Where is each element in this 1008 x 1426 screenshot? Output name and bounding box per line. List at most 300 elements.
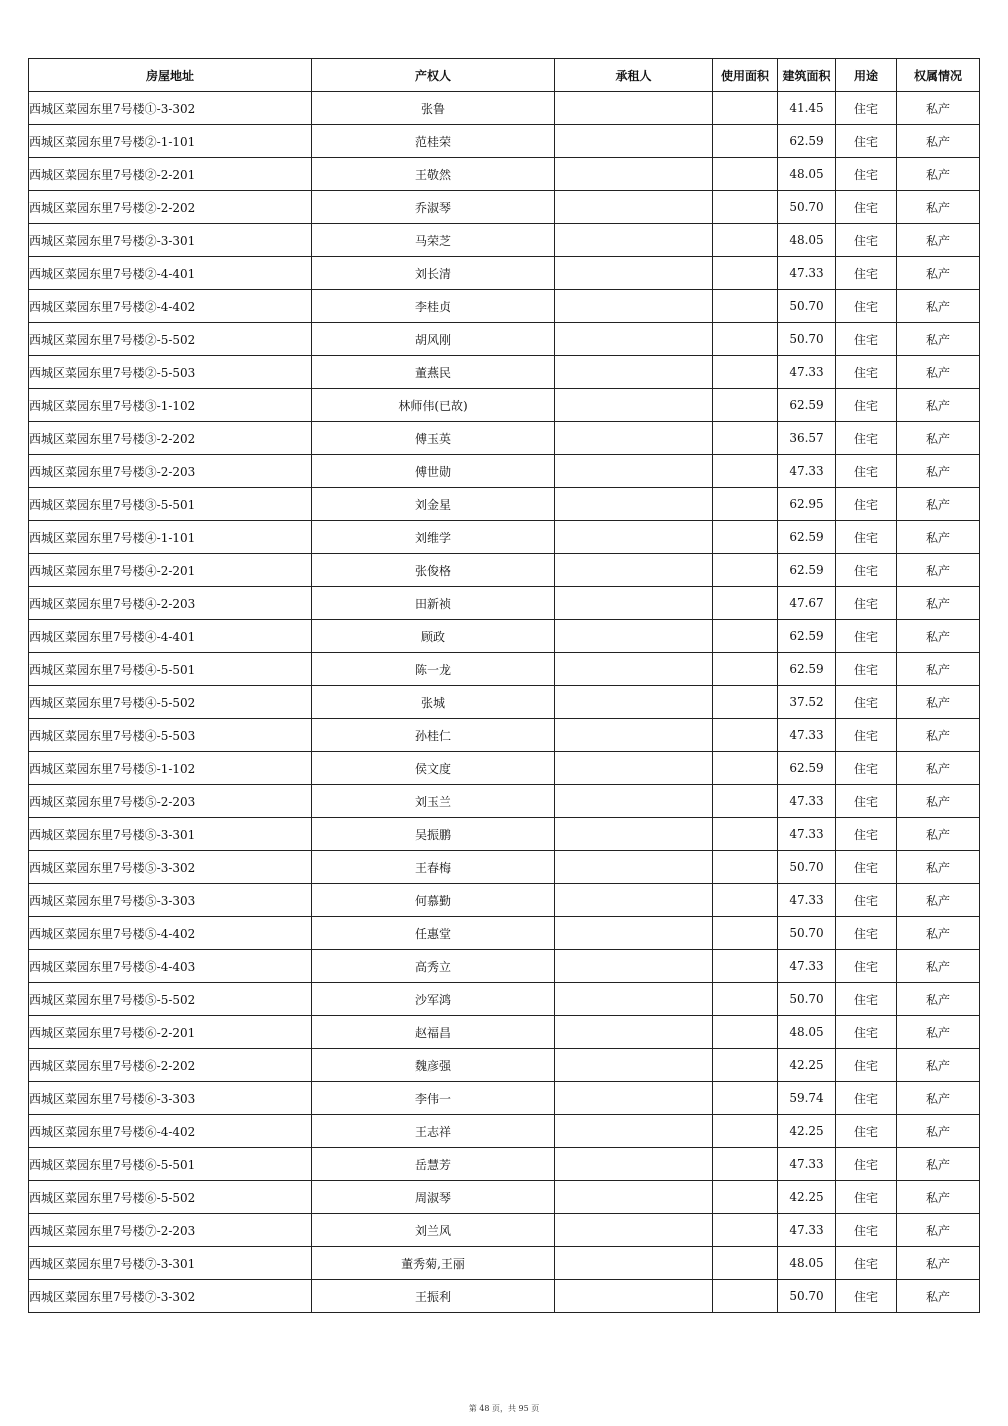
cell-tenant bbox=[555, 1181, 713, 1214]
table-row bbox=[29, 455, 980, 488]
table-row bbox=[29, 488, 980, 521]
cell-address: 西城区菜园东里7号楼②-1-101 bbox=[29, 125, 312, 158]
cell-tenant bbox=[555, 224, 713, 257]
cell-address: 西城区菜园东里7号楼⑤-3-303 bbox=[29, 884, 312, 917]
cell-owner: 范桂荣 bbox=[312, 125, 555, 158]
cell-address: 西城区菜园东里7号楼②-5-502 bbox=[29, 323, 312, 356]
cell-building-area: 62.95 bbox=[778, 488, 836, 521]
cell-owner: 李桂贞 bbox=[312, 290, 555, 323]
cell-owner: 田新祯 bbox=[312, 587, 555, 620]
cell-building-area: 36.57 bbox=[778, 422, 836, 455]
cell-address: 西城区菜园东里7号楼③-2-203 bbox=[29, 455, 312, 488]
cell-owner: 吴振鹏 bbox=[312, 818, 555, 851]
cell-owner: 沙军鸿 bbox=[312, 983, 555, 1016]
cell-ownership: 私产 bbox=[897, 488, 980, 521]
cell-owner: 李伟一 bbox=[312, 1082, 555, 1115]
cell-building-area: 47.33 bbox=[778, 950, 836, 983]
header-owner: 产权人 bbox=[312, 59, 555, 92]
cell-ownership: 私产 bbox=[897, 158, 980, 191]
cell-owner: 刘金星 bbox=[312, 488, 555, 521]
cell-ownership: 私产 bbox=[897, 1247, 980, 1280]
cell-usable-area bbox=[713, 92, 778, 125]
cell-building-area: 47.33 bbox=[778, 785, 836, 818]
cell-ownership: 私产 bbox=[897, 752, 980, 785]
cell-owner: 林师伟(已故) bbox=[312, 389, 555, 422]
cell-usable-area bbox=[713, 257, 778, 290]
cell-address: 西城区菜园东里7号楼③-1-102 bbox=[29, 389, 312, 422]
table-row bbox=[29, 1181, 980, 1214]
cell-building-area: 50.70 bbox=[778, 290, 836, 323]
cell-tenant bbox=[555, 983, 713, 1016]
cell-owner: 张城 bbox=[312, 686, 555, 719]
cell-building-area: 62.59 bbox=[778, 620, 836, 653]
cell-ownership: 私产 bbox=[897, 1214, 980, 1247]
table-row bbox=[29, 620, 980, 653]
cell-owner: 董秀菊,王丽 bbox=[312, 1247, 555, 1280]
cell-building-area: 47.67 bbox=[778, 587, 836, 620]
cell-owner: 侯文度 bbox=[312, 752, 555, 785]
cell-use: 住宅 bbox=[836, 422, 897, 455]
cell-tenant bbox=[555, 1115, 713, 1148]
cell-owner: 王敬然 bbox=[312, 158, 555, 191]
cell-tenant bbox=[555, 158, 713, 191]
table-row bbox=[29, 818, 980, 851]
table-row bbox=[29, 851, 980, 884]
cell-owner: 何慕勤 bbox=[312, 884, 555, 917]
cell-owner: 魏彦强 bbox=[312, 1049, 555, 1082]
cell-usable-area bbox=[713, 653, 778, 686]
cell-building-area: 48.05 bbox=[778, 224, 836, 257]
cell-ownership: 私产 bbox=[897, 422, 980, 455]
table-row bbox=[29, 92, 980, 125]
cell-usable-area bbox=[713, 521, 778, 554]
cell-owner: 刘玉兰 bbox=[312, 785, 555, 818]
cell-address: 西城区菜园东里7号楼①-3-302 bbox=[29, 92, 312, 125]
cell-owner: 王春梅 bbox=[312, 851, 555, 884]
cell-address: 西城区菜园东里7号楼⑤-3-301 bbox=[29, 818, 312, 851]
table-row bbox=[29, 686, 980, 719]
cell-ownership: 私产 bbox=[897, 290, 980, 323]
cell-usable-area bbox=[713, 851, 778, 884]
cell-ownership: 私产 bbox=[897, 818, 980, 851]
cell-usable-area bbox=[713, 554, 778, 587]
table-row bbox=[29, 257, 980, 290]
cell-ownership: 私产 bbox=[897, 455, 980, 488]
cell-owner: 赵福昌 bbox=[312, 1016, 555, 1049]
cell-owner: 傅世勋 bbox=[312, 455, 555, 488]
cell-building-area: 62.59 bbox=[778, 521, 836, 554]
cell-owner: 刘兰风 bbox=[312, 1214, 555, 1247]
header-building-area: 建筑面积 bbox=[778, 59, 836, 92]
table-row bbox=[29, 653, 980, 686]
cell-address: 西城区菜园东里7号楼⑤-1-102 bbox=[29, 752, 312, 785]
cell-use: 住宅 bbox=[836, 257, 897, 290]
cell-tenant bbox=[555, 521, 713, 554]
cell-tenant bbox=[555, 1148, 713, 1181]
cell-address: 西城区菜园东里7号楼②-2-202 bbox=[29, 191, 312, 224]
table-row bbox=[29, 554, 980, 587]
cell-address: 西城区菜园东里7号楼⑤-2-203 bbox=[29, 785, 312, 818]
table-row bbox=[29, 1148, 980, 1181]
cell-building-area: 47.33 bbox=[778, 455, 836, 488]
cell-tenant bbox=[555, 455, 713, 488]
cell-address: 西城区菜园东里7号楼②-5-503 bbox=[29, 356, 312, 389]
cell-building-area: 62.59 bbox=[778, 554, 836, 587]
cell-use: 住宅 bbox=[836, 1214, 897, 1247]
cell-use: 住宅 bbox=[836, 1148, 897, 1181]
cell-usable-area bbox=[713, 1049, 778, 1082]
cell-use: 住宅 bbox=[836, 983, 897, 1016]
cell-owner: 岳慧芳 bbox=[312, 1148, 555, 1181]
cell-address: 西城区菜园东里7号楼④-5-503 bbox=[29, 719, 312, 752]
cell-use: 住宅 bbox=[836, 950, 897, 983]
cell-tenant bbox=[555, 323, 713, 356]
cell-usable-area bbox=[713, 224, 778, 257]
cell-address: 西城区菜园东里7号楼④-5-502 bbox=[29, 686, 312, 719]
table-row bbox=[29, 1247, 980, 1280]
cell-use: 住宅 bbox=[836, 1082, 897, 1115]
cell-address: 西城区菜园东里7号楼②-4-401 bbox=[29, 257, 312, 290]
header-row bbox=[29, 59, 980, 92]
cell-use: 住宅 bbox=[836, 158, 897, 191]
cell-usable-area bbox=[713, 983, 778, 1016]
cell-address: 西城区菜园东里7号楼⑦-3-302 bbox=[29, 1280, 312, 1313]
cell-owner: 张俊格 bbox=[312, 554, 555, 587]
cell-building-area: 50.70 bbox=[778, 983, 836, 1016]
cell-address: 西城区菜园东里7号楼②-3-301 bbox=[29, 224, 312, 257]
cell-ownership: 私产 bbox=[897, 224, 980, 257]
cell-usable-area bbox=[713, 950, 778, 983]
cell-address: 西城区菜园东里7号楼⑥-2-201 bbox=[29, 1016, 312, 1049]
cell-owner: 董燕民 bbox=[312, 356, 555, 389]
cell-ownership: 私产 bbox=[897, 653, 980, 686]
cell-address: 西城区菜园东里7号楼⑥-2-202 bbox=[29, 1049, 312, 1082]
cell-ownership: 私产 bbox=[897, 686, 980, 719]
cell-usable-area bbox=[713, 620, 778, 653]
page-number: 第 48 页，共 95 页 bbox=[468, 1404, 540, 1413]
cell-use: 住宅 bbox=[836, 653, 897, 686]
cell-use: 住宅 bbox=[836, 818, 897, 851]
cell-building-area: 47.33 bbox=[778, 1214, 836, 1247]
cell-usable-area bbox=[713, 917, 778, 950]
cell-usable-area bbox=[713, 1016, 778, 1049]
cell-address: 西城区菜园东里7号楼⑤-4-403 bbox=[29, 950, 312, 983]
cell-usable-area bbox=[713, 290, 778, 323]
cell-use: 住宅 bbox=[836, 455, 897, 488]
cell-ownership: 私产 bbox=[897, 884, 980, 917]
cell-address: 西城区菜园东里7号楼⑤-3-302 bbox=[29, 851, 312, 884]
table-row bbox=[29, 950, 980, 983]
cell-ownership: 私产 bbox=[897, 950, 980, 983]
cell-ownership: 私产 bbox=[897, 1115, 980, 1148]
cell-address: 西城区菜园东里7号楼④-2-203 bbox=[29, 587, 312, 620]
cell-building-area: 47.33 bbox=[778, 257, 836, 290]
cell-usable-area bbox=[713, 1082, 778, 1115]
cell-tenant bbox=[555, 1082, 713, 1115]
cell-usable-area bbox=[713, 422, 778, 455]
cell-owner: 刘长清 bbox=[312, 257, 555, 290]
cell-usable-area bbox=[713, 1115, 778, 1148]
cell-tenant bbox=[555, 752, 713, 785]
cell-building-area: 50.70 bbox=[778, 191, 836, 224]
cell-use: 住宅 bbox=[836, 389, 897, 422]
cell-address: 西城区菜园东里7号楼④-2-201 bbox=[29, 554, 312, 587]
cell-tenant bbox=[555, 389, 713, 422]
header-address: 房屋地址 bbox=[29, 59, 312, 92]
cell-owner: 胡风刚 bbox=[312, 323, 555, 356]
cell-building-area: 42.25 bbox=[778, 1181, 836, 1214]
cell-use: 住宅 bbox=[836, 224, 897, 257]
cell-use: 住宅 bbox=[836, 125, 897, 158]
cell-usable-area bbox=[713, 191, 778, 224]
cell-building-area: 62.59 bbox=[778, 653, 836, 686]
cell-ownership: 私产 bbox=[897, 356, 980, 389]
cell-use: 住宅 bbox=[836, 587, 897, 620]
cell-ownership: 私产 bbox=[897, 257, 980, 290]
cell-owner: 乔淑琴 bbox=[312, 191, 555, 224]
cell-address: 西城区菜园东里7号楼②-2-201 bbox=[29, 158, 312, 191]
cell-owner: 高秀立 bbox=[312, 950, 555, 983]
cell-building-area: 42.25 bbox=[778, 1115, 836, 1148]
cell-use: 住宅 bbox=[836, 620, 897, 653]
table-row bbox=[29, 917, 980, 950]
cell-use: 住宅 bbox=[836, 1247, 897, 1280]
cell-ownership: 私产 bbox=[897, 92, 980, 125]
cell-address: 西城区菜园东里7号楼⑤-5-502 bbox=[29, 983, 312, 1016]
cell-usable-area bbox=[713, 356, 778, 389]
cell-ownership: 私产 bbox=[897, 587, 980, 620]
cell-ownership: 私产 bbox=[897, 983, 980, 1016]
cell-building-area: 48.05 bbox=[778, 1247, 836, 1280]
cell-ownership: 私产 bbox=[897, 785, 980, 818]
cell-use: 住宅 bbox=[836, 686, 897, 719]
cell-use: 住宅 bbox=[836, 521, 897, 554]
cell-usable-area bbox=[713, 884, 778, 917]
cell-address: 西城区菜园东里7号楼⑦-3-301 bbox=[29, 1247, 312, 1280]
cell-tenant bbox=[555, 719, 713, 752]
cell-usable-area bbox=[713, 488, 778, 521]
cell-owner: 傅玉英 bbox=[312, 422, 555, 455]
cell-usable-area bbox=[713, 1214, 778, 1247]
cell-building-area: 47.33 bbox=[778, 884, 836, 917]
cell-usable-area bbox=[713, 719, 778, 752]
cell-use: 住宅 bbox=[836, 488, 897, 521]
cell-tenant bbox=[555, 686, 713, 719]
cell-use: 住宅 bbox=[836, 191, 897, 224]
table-row bbox=[29, 1115, 980, 1148]
cell-owner: 顾政 bbox=[312, 620, 555, 653]
table-row bbox=[29, 290, 980, 323]
cell-usable-area bbox=[713, 389, 778, 422]
table-row bbox=[29, 224, 980, 257]
cell-address: 西城区菜园东里7号楼⑥-3-303 bbox=[29, 1082, 312, 1115]
header-usable-area: 使用面积 bbox=[713, 59, 778, 92]
cell-tenant bbox=[555, 554, 713, 587]
cell-tenant bbox=[555, 290, 713, 323]
cell-ownership: 私产 bbox=[897, 917, 980, 950]
table-row bbox=[29, 785, 980, 818]
cell-use: 住宅 bbox=[836, 752, 897, 785]
property-register-table bbox=[28, 58, 980, 1313]
cell-building-area: 47.33 bbox=[778, 818, 836, 851]
cell-tenant bbox=[555, 1214, 713, 1247]
cell-tenant bbox=[555, 422, 713, 455]
cell-usable-area bbox=[713, 158, 778, 191]
header-use: 用途 bbox=[836, 59, 897, 92]
cell-use: 住宅 bbox=[836, 917, 897, 950]
cell-ownership: 私产 bbox=[897, 1082, 980, 1115]
cell-owner: 周淑琴 bbox=[312, 1181, 555, 1214]
cell-ownership: 私产 bbox=[897, 554, 980, 587]
cell-building-area: 47.33 bbox=[778, 719, 836, 752]
cell-usable-area bbox=[713, 1247, 778, 1280]
cell-tenant bbox=[555, 1247, 713, 1280]
cell-ownership: 私产 bbox=[897, 851, 980, 884]
cell-tenant bbox=[555, 125, 713, 158]
cell-tenant bbox=[555, 950, 713, 983]
cell-usable-area bbox=[713, 1181, 778, 1214]
cell-tenant bbox=[555, 1280, 713, 1313]
cell-use: 住宅 bbox=[836, 290, 897, 323]
cell-use: 住宅 bbox=[836, 884, 897, 917]
cell-use: 住宅 bbox=[836, 785, 897, 818]
cell-address: 西城区菜园东里7号楼④-5-501 bbox=[29, 653, 312, 686]
cell-ownership: 私产 bbox=[897, 323, 980, 356]
cell-usable-area bbox=[713, 818, 778, 851]
cell-use: 住宅 bbox=[836, 356, 897, 389]
cell-ownership: 私产 bbox=[897, 125, 980, 158]
cell-building-area: 50.70 bbox=[778, 917, 836, 950]
cell-building-area: 41.45 bbox=[778, 92, 836, 125]
cell-building-area: 62.59 bbox=[778, 389, 836, 422]
cell-tenant bbox=[555, 884, 713, 917]
table-row bbox=[29, 125, 980, 158]
cell-building-area: 48.05 bbox=[778, 1016, 836, 1049]
cell-owner: 张鲁 bbox=[312, 92, 555, 125]
cell-building-area: 42.25 bbox=[778, 1049, 836, 1082]
cell-building-area: 50.70 bbox=[778, 323, 836, 356]
cell-tenant bbox=[555, 917, 713, 950]
cell-address: 西城区菜园东里7号楼⑥-4-402 bbox=[29, 1115, 312, 1148]
cell-usable-area bbox=[713, 323, 778, 356]
cell-building-area: 47.33 bbox=[778, 1148, 836, 1181]
table-row bbox=[29, 1016, 980, 1049]
table-row bbox=[29, 323, 980, 356]
header-ownership: 权属情况 bbox=[897, 59, 980, 92]
cell-address: 西城区菜园东里7号楼④-4-401 bbox=[29, 620, 312, 653]
cell-usable-area bbox=[713, 125, 778, 158]
table-row bbox=[29, 1082, 980, 1115]
cell-building-area: 62.59 bbox=[778, 125, 836, 158]
cell-ownership: 私产 bbox=[897, 1049, 980, 1082]
cell-tenant bbox=[555, 587, 713, 620]
cell-usable-area bbox=[713, 1148, 778, 1181]
cell-use: 住宅 bbox=[836, 719, 897, 752]
table-row bbox=[29, 983, 980, 1016]
cell-address: 西城区菜园东里7号楼③-2-202 bbox=[29, 422, 312, 455]
cell-address: 西城区菜园东里7号楼③-5-501 bbox=[29, 488, 312, 521]
table-row bbox=[29, 158, 980, 191]
table-row bbox=[29, 1280, 980, 1313]
table-row bbox=[29, 752, 980, 785]
cell-usable-area bbox=[713, 587, 778, 620]
cell-tenant bbox=[555, 851, 713, 884]
table-row bbox=[29, 1049, 980, 1082]
cell-use: 住宅 bbox=[836, 1049, 897, 1082]
cell-tenant bbox=[555, 653, 713, 686]
cell-use: 住宅 bbox=[836, 1016, 897, 1049]
table-row bbox=[29, 191, 980, 224]
cell-address: 西城区菜园东里7号楼⑤-4-402 bbox=[29, 917, 312, 950]
cell-use: 住宅 bbox=[836, 851, 897, 884]
cell-usable-area bbox=[713, 686, 778, 719]
table-row bbox=[29, 422, 980, 455]
cell-use: 住宅 bbox=[836, 1280, 897, 1313]
cell-building-area: 47.33 bbox=[778, 356, 836, 389]
cell-owner: 刘维学 bbox=[312, 521, 555, 554]
table-row bbox=[29, 884, 980, 917]
cell-ownership: 私产 bbox=[897, 389, 980, 422]
cell-owner: 孙桂仁 bbox=[312, 719, 555, 752]
cell-usable-area bbox=[713, 455, 778, 488]
header-tenant: 承租人 bbox=[555, 59, 713, 92]
cell-usable-area bbox=[713, 752, 778, 785]
cell-address: 西城区菜园东里7号楼④-1-101 bbox=[29, 521, 312, 554]
cell-ownership: 私产 bbox=[897, 1148, 980, 1181]
cell-tenant bbox=[555, 620, 713, 653]
cell-address: 西城区菜园东里7号楼⑦-2-203 bbox=[29, 1214, 312, 1247]
cell-use: 住宅 bbox=[836, 1115, 897, 1148]
cell-owner: 陈一龙 bbox=[312, 653, 555, 686]
cell-address: 西城区菜园东里7号楼⑥-5-501 bbox=[29, 1148, 312, 1181]
cell-tenant bbox=[555, 818, 713, 851]
cell-ownership: 私产 bbox=[897, 191, 980, 224]
cell-building-area: 50.70 bbox=[778, 851, 836, 884]
table-row bbox=[29, 521, 980, 554]
table-row bbox=[29, 389, 980, 422]
cell-tenant bbox=[555, 488, 713, 521]
cell-tenant bbox=[555, 92, 713, 125]
table-row bbox=[29, 719, 980, 752]
cell-building-area: 59.74 bbox=[778, 1082, 836, 1115]
cell-address: 西城区菜园东里7号楼⑥-5-502 bbox=[29, 1181, 312, 1214]
table-body bbox=[29, 92, 980, 1313]
cell-building-area: 37.52 bbox=[778, 686, 836, 719]
cell-ownership: 私产 bbox=[897, 1181, 980, 1214]
cell-owner: 马荣芝 bbox=[312, 224, 555, 257]
cell-use: 住宅 bbox=[836, 323, 897, 356]
cell-tenant bbox=[555, 1049, 713, 1082]
cell-owner: 王振利 bbox=[312, 1280, 555, 1313]
cell-use: 住宅 bbox=[836, 554, 897, 587]
cell-tenant bbox=[555, 1016, 713, 1049]
cell-use: 住宅 bbox=[836, 92, 897, 125]
table-row bbox=[29, 1214, 980, 1247]
cell-use: 住宅 bbox=[836, 1181, 897, 1214]
cell-ownership: 私产 bbox=[897, 620, 980, 653]
cell-tenant bbox=[555, 257, 713, 290]
cell-tenant bbox=[555, 356, 713, 389]
cell-owner: 任惠堂 bbox=[312, 917, 555, 950]
cell-tenant bbox=[555, 785, 713, 818]
cell-building-area: 62.59 bbox=[778, 752, 836, 785]
cell-ownership: 私产 bbox=[897, 521, 980, 554]
cell-tenant bbox=[555, 191, 713, 224]
cell-ownership: 私产 bbox=[897, 1016, 980, 1049]
cell-owner: 王志祥 bbox=[312, 1115, 555, 1148]
cell-ownership: 私产 bbox=[897, 719, 980, 752]
table-row bbox=[29, 587, 980, 620]
